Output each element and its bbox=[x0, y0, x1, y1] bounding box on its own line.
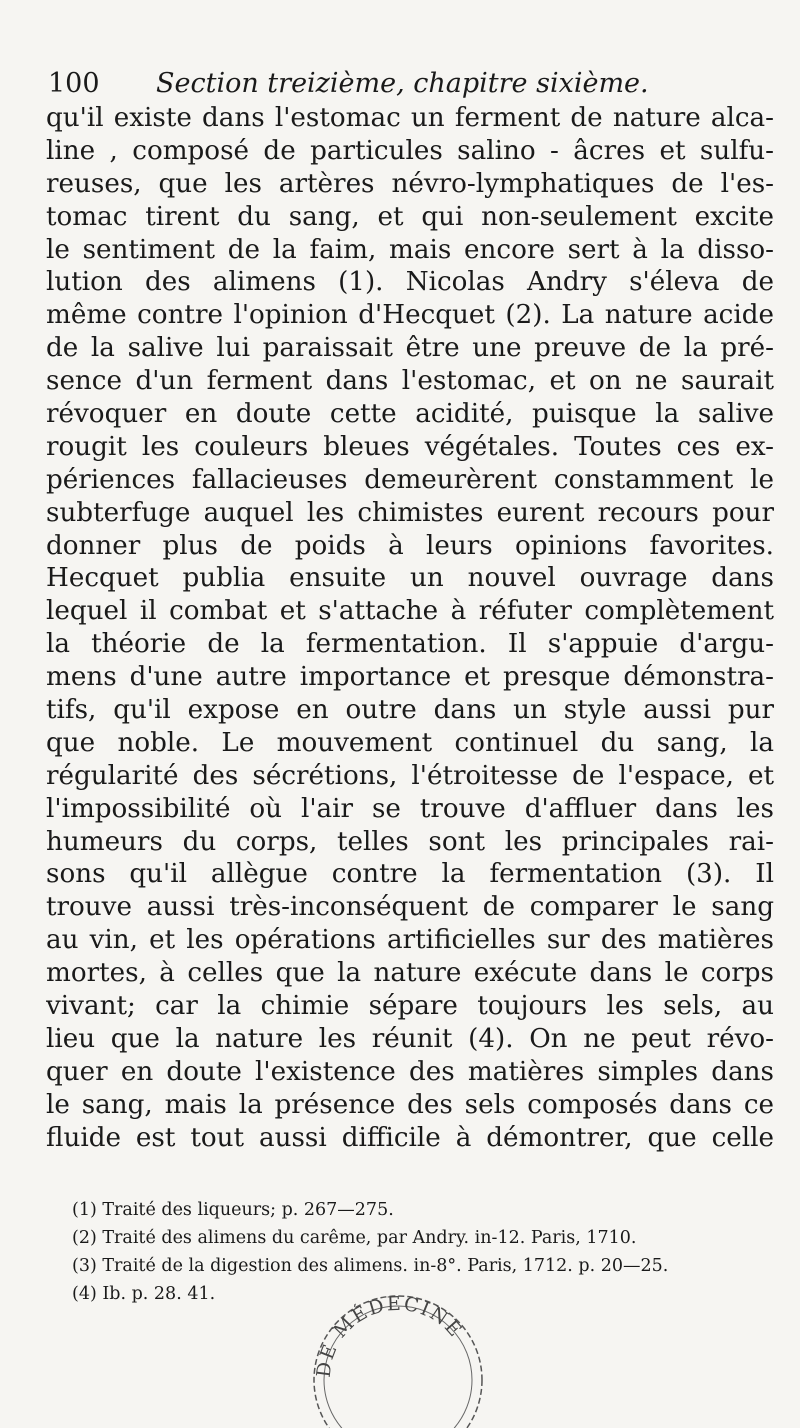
text-line: qu'il existe dans l'estomac un ferment de nature alca- bbox=[46, 103, 774, 133]
text-line: lequel il combat et s'attache à réfuter complètement bbox=[46, 596, 774, 627]
text-line: même contre l'opinion d'Hecquet (2). La nature acide bbox=[46, 300, 774, 331]
text-line: régularité des sécrétions, l'étroitesse de l'espace, et bbox=[46, 760, 774, 791]
text-line: périences fallacieuses demeurèrent constamment le bbox=[46, 464, 774, 495]
stamp-text: DE MÉDECINE bbox=[312, 1292, 468, 1379]
footnote: (4) Ib. p. 28. 41. bbox=[72, 1284, 216, 1304]
library-stamp bbox=[300, 1268, 490, 1428]
text-line: donner plus de poids à leurs opinions favorites. bbox=[46, 530, 774, 561]
text-line: lieu que la nature les réunit (4). On ne peut révo- bbox=[46, 1023, 774, 1054]
text-line: de la salive lui paraissait être une preuve de la pré- bbox=[46, 333, 774, 364]
svg-text:DE MÉDECINE bbox=[313, 1293, 467, 1379]
text-line: trouve aussi très-inconséquent de comparer le sang bbox=[46, 892, 774, 923]
text-line: l'impossibilité où l'air se trouve d'affluer dans les bbox=[46, 793, 774, 824]
body-text bbox=[46, 102, 774, 1155]
text-line: le sang, mais la présence des sels composés dans ce bbox=[46, 1089, 774, 1120]
text-line: quer en doute l'existence des matières simples dans bbox=[46, 1056, 774, 1087]
text-line: vivant; car la chimie sépare toujours les sels, au bbox=[46, 991, 774, 1022]
text-line: au vin, et les opérations artificielles sur des matières bbox=[46, 925, 774, 956]
text-line: lution des alimens (1). Nicolas Andry s'éleva de bbox=[46, 267, 774, 298]
text-line: que noble. Le mouvement continuel du sang, la bbox=[46, 727, 774, 758]
text-line: fluide est tout aussi difficile à démontrer, que celle bbox=[46, 1122, 774, 1153]
text-line: line , composé de particules salino - âcres et sulfu- bbox=[46, 135, 774, 166]
running-title: Section treizième, chapitre sixième. bbox=[156, 68, 649, 99]
footnote: (1) Traité des liqueurs; p. 267—275. bbox=[72, 1200, 394, 1220]
footnote: (3) Traité de la digestion des alimens. in-8°. Paris, 1712. p. 20—25. bbox=[72, 1256, 669, 1276]
running-header bbox=[48, 68, 778, 99]
text-line: reuses, que les artères névro-lymphatiques de l'es- bbox=[46, 168, 774, 199]
text-line: révoquer en doute cette acidité, puisque la salive bbox=[46, 399, 774, 430]
text-line: mortes, à celles que la nature exécute dans le corps bbox=[46, 958, 774, 989]
text-line: sons qu'il allègue contre la fermentation (3). Il bbox=[46, 859, 774, 890]
text-line: sence d'un ferment dans l'estomac, et on ne saurait bbox=[46, 366, 774, 397]
text-line: tifs, qu'il expose en outre dans un style aussi pur bbox=[46, 695, 774, 726]
text-line: le sentiment de la faim, mais encore sert à la disso- bbox=[46, 234, 774, 265]
text-line: la théorie de la fermentation. Il s'appuie d'argu- bbox=[46, 629, 774, 660]
text-line: rougit les couleurs bleues végétales. Toutes ces ex- bbox=[46, 431, 774, 462]
footnote: (2) Traité des alimens du carême, par Andry. in-12. Paris, 1710. bbox=[72, 1228, 637, 1248]
text-line: humeurs du corps, telles sont les principales rai- bbox=[46, 826, 774, 857]
text-line: mens d'une autre importance et presque démonstra- bbox=[46, 662, 774, 693]
text-line: subterfuge auquel les chimistes eurent recours pour bbox=[46, 497, 774, 528]
text-line: tomac tirent du sang, et qui non-seulement excite bbox=[46, 201, 774, 232]
page-number: 100 bbox=[48, 68, 100, 99]
text-line: Hecquet publia ensuite un nouvel ouvrage dans bbox=[46, 563, 774, 594]
